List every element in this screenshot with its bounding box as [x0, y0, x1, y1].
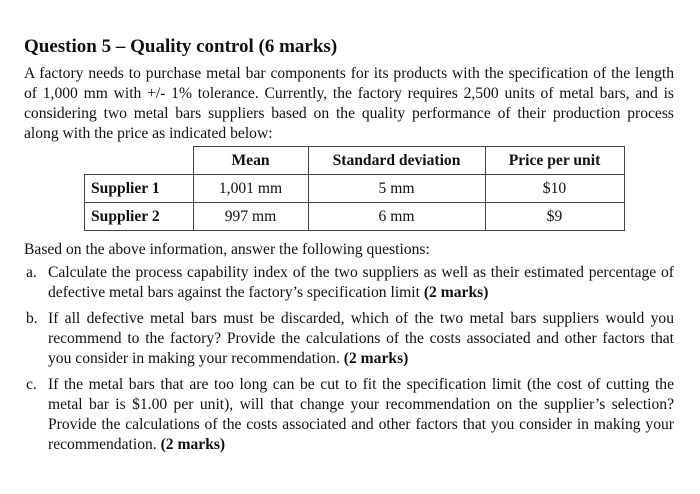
table-corner-cell [85, 147, 194, 175]
supplier-1-sd: 5 mm [308, 175, 485, 203]
question-b-marks: (2 marks) [343, 350, 409, 367]
header-price-per-unit: Price per unit [485, 147, 624, 175]
list-item [20, 309, 674, 369]
table-row [85, 203, 625, 231]
supplier-2-sd: 6 mm [308, 203, 485, 231]
question-c-marks: (2 marks) [160, 436, 226, 453]
item-marker: b. [26, 310, 38, 327]
supplier-2-mean: 997 mm [193, 203, 308, 231]
supplier-2-label: Supplier 2 [85, 203, 194, 231]
supplier-1-price: $10 [485, 175, 624, 203]
table-row [85, 175, 625, 203]
question-a-marks: (2 marks) [423, 284, 489, 301]
item-text [48, 263, 674, 303]
supplier-1-mean: 1,001 mm [193, 175, 308, 203]
question-intro: A factory needs to purchase metal bar components for its products with the specification of the length of 1,000 mm with +/- 1% tolerance. Currently, the factory requires 2,500 units of metal bars, and is considering two metal bars suppliers based on the quality performance of their production process along with the price as indicated below: [24, 65, 674, 142]
question-a-text: Calculate the process capability index of the two suppliers as well as their estimated percentage of defective metal bars against the factory’s specification limit [48, 264, 674, 301]
item-text [48, 375, 674, 455]
supplier-1-label: Supplier 1 [85, 175, 194, 203]
question-title: Question 5 – Quality control (6 marks) [24, 36, 338, 57]
header-mean: Mean [193, 147, 308, 175]
item-marker: c. [26, 376, 37, 393]
list-item [20, 375, 674, 455]
question-document [20, 36, 674, 461]
question-c-text: If the metal bars that are too long can be cut to fit the specification limit (the cost of cutting the metal bar is $1.00 per unit), will that change your recommendation on the supplier’s selection? Provide the calculations of the costs associated and other factors that you consider in making your recommendation. [48, 376, 674, 453]
table-header-row [85, 147, 625, 175]
item-text [48, 309, 674, 369]
supplier-2-price: $9 [485, 203, 624, 231]
question-list [20, 263, 674, 455]
item-marker: a. [26, 264, 37, 281]
question-b-text: If all defective metal bars must be discarded, which of the two metal bars suppliers would you recommend to the factory? Provide the calculations of the costs associated and other factors that you consider in making your recommendation. [48, 310, 674, 367]
supplier-table [84, 146, 625, 231]
header-standard-deviation: Standard deviation [308, 147, 485, 175]
list-item [20, 263, 674, 303]
questions-lead: Based on the above information, answer the following questions: [24, 241, 430, 258]
